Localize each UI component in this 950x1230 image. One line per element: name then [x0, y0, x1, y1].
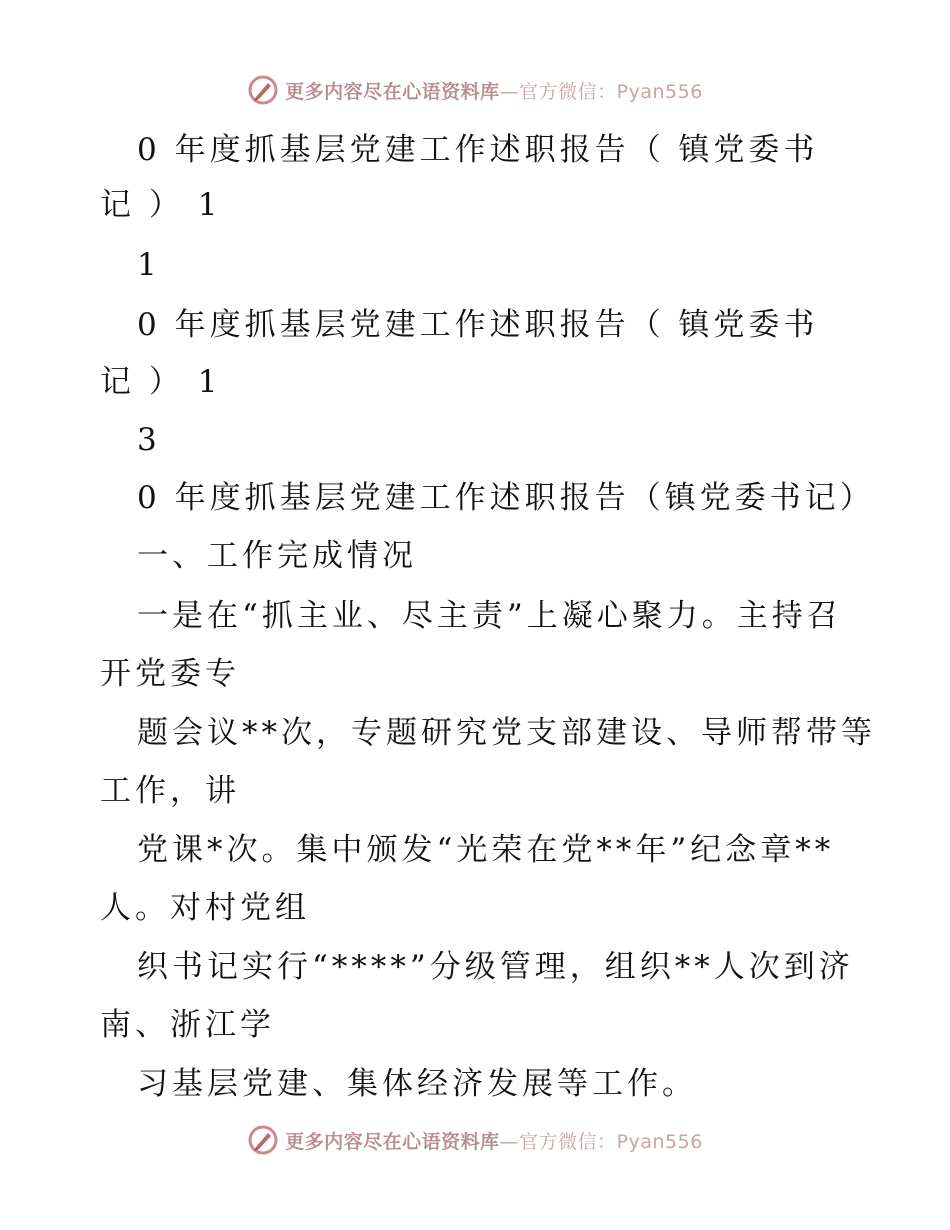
- text-line: 0 年度抓基层党建工作述职报告（镇党委书记）: [137, 480, 875, 516]
- footer-watermark: [0, 1120, 950, 1160]
- text-line: 人。对村党组: [100, 890, 310, 926]
- text-line: 1: [137, 247, 161, 283]
- watermark-wechat: 官方微信：Pyan556: [519, 80, 703, 103]
- text-line: 工作，讲: [100, 773, 240, 809]
- pen-logo-icon: [247, 74, 279, 106]
- watermark-text: [285, 1127, 703, 1154]
- text-line: 南、浙江学: [100, 1007, 275, 1043]
- text-line: 记 ） 1: [100, 187, 222, 223]
- text-line: 党课*次。集中颁发“光荣在党**年”纪念章**: [137, 832, 835, 868]
- text-line: 0 年度抓基层党建工作述职报告（ 镇党委书: [137, 132, 819, 168]
- text-line: 记 ） 1: [100, 364, 222, 400]
- text-line: 开党委专: [100, 656, 240, 692]
- header-watermark: [0, 70, 950, 110]
- watermark-wechat: 官方微信：Pyan556: [519, 1130, 703, 1153]
- section-heading: 一、工作完成情况: [137, 538, 417, 574]
- watermark-separator: —: [499, 80, 520, 103]
- pen-logo-icon: [247, 1124, 279, 1156]
- watermark-brand: 更多内容尽在心语资料库: [285, 1130, 500, 1153]
- text-line: 一是在“抓主业、尽主责”上凝心聚力。主持召: [137, 598, 842, 634]
- text-line: 题会议**次，专题研究党支部建设、导师帮带等: [137, 715, 876, 751]
- text-line: 3: [137, 422, 161, 458]
- watermark-brand: 更多内容尽在心语资料库: [285, 80, 500, 103]
- text-line: 0 年度抓基层党建工作述职报告（ 镇党委书: [137, 307, 819, 343]
- watermark-text: [285, 77, 703, 104]
- text-line: 织书记实行“****”分级管理，组织**人次到济: [137, 949, 854, 985]
- watermark-separator: —: [499, 1130, 520, 1153]
- text-line: 习基层党建、集体经济发展等工作。: [137, 1066, 697, 1102]
